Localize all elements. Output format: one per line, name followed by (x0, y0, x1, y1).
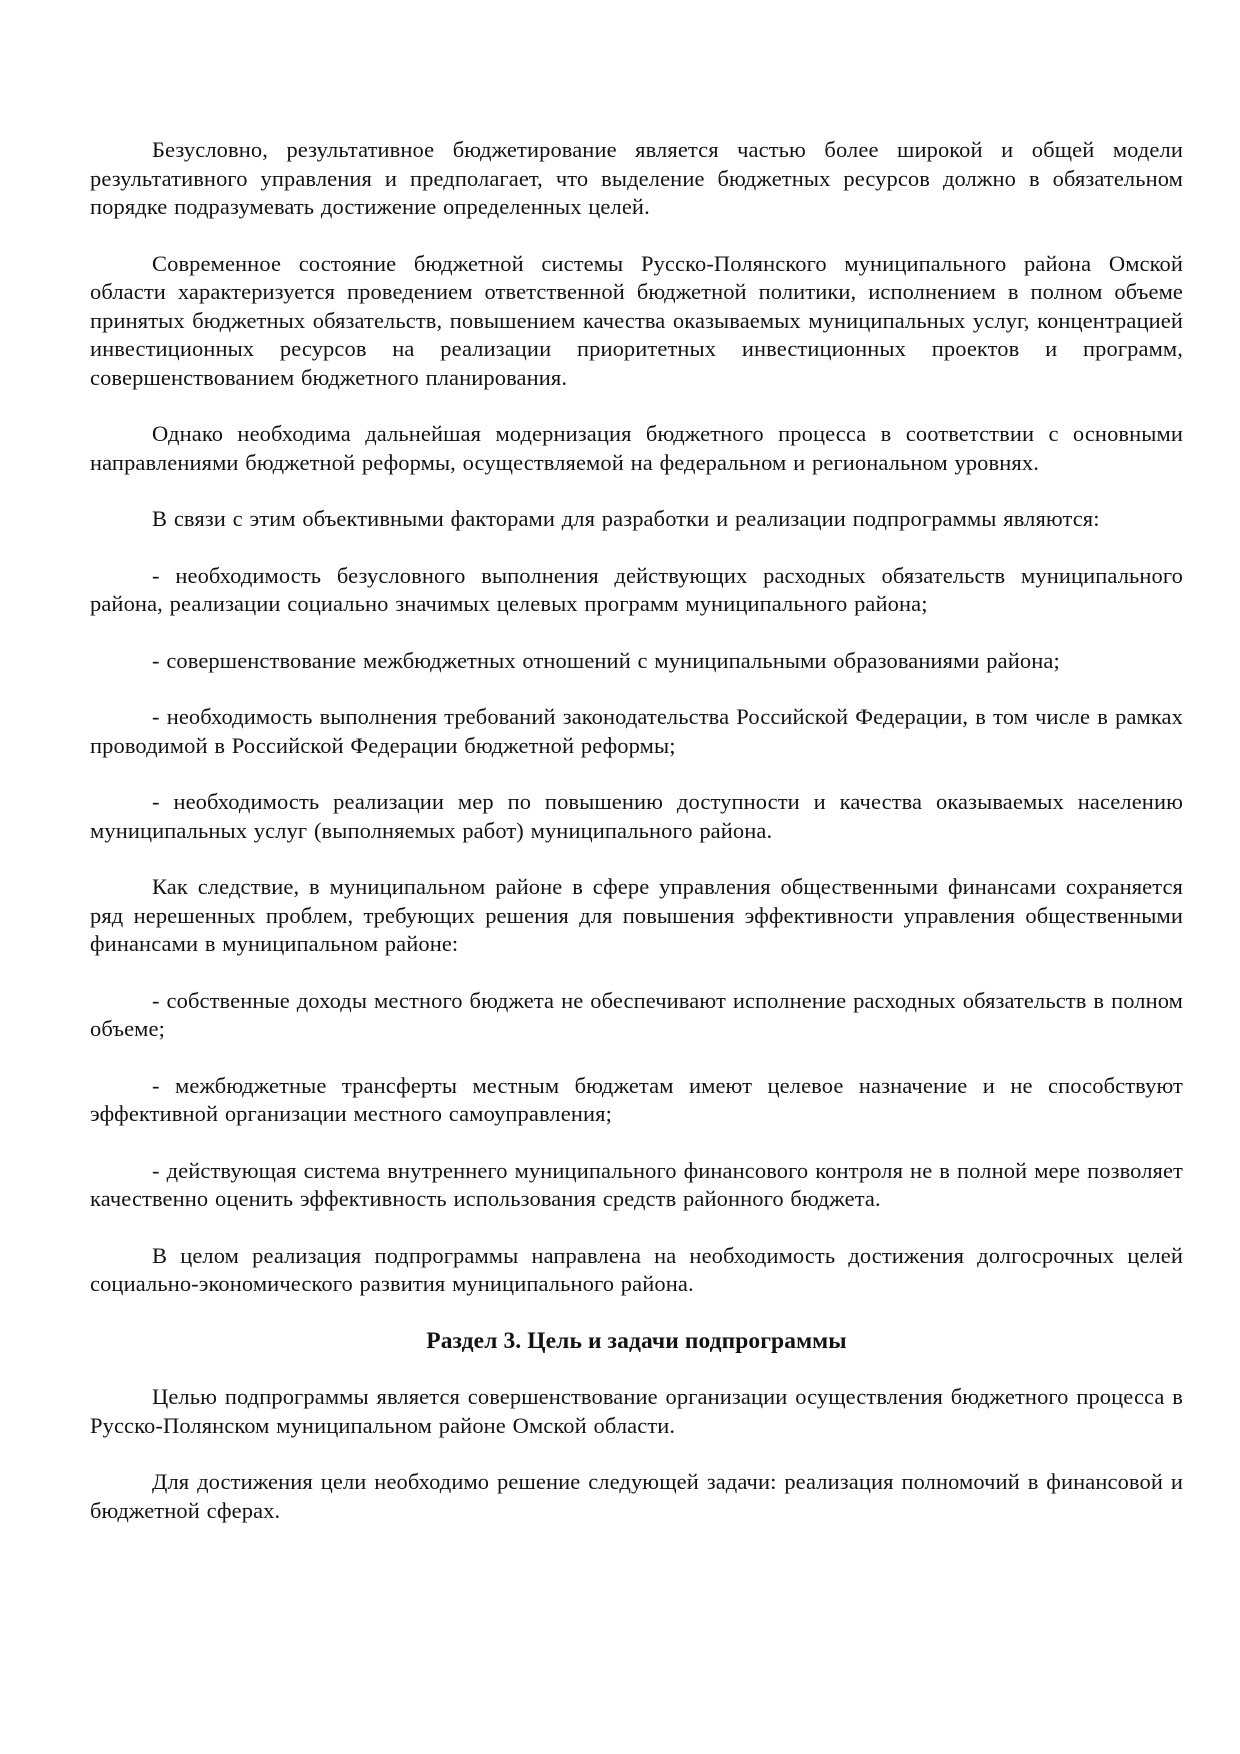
paragraph: - собственные доходы местного бюджета не обеспечивают исполнение расходных обязательств в полном объеме; (90, 987, 1183, 1041)
paragraph: - действующая система внутреннего муниципального финансового контроля не в полной мере позволяет качественно оценить эффективность использования средств районного бюджета. (90, 1157, 1183, 1211)
paragraph: Целью подпрограммы является совершенствование организации осуществления бюджетного процесса в Русско-Полянском муниципальном районе Омской области. (90, 1384, 1183, 1438)
paragraph: Современное состояние бюджетной системы Русско-Полянского муниципального района Омской области характеризуется проведением ответственной бюджетной политики, исполнением в полном объеме принятых бюджетных обязательств, повышением качества оказываемых муниципальных услуг, концентрацией инвестиционных ресурсов на реализации приоритетных инвестиционных проектов и программ, совершенствованием бюджетного планирования. (90, 250, 1183, 390)
paragraph: Для достижения цели необходимо решение следующей задачи: реализация полномочий в финансовой и бюджетной сферах. (90, 1469, 1183, 1523)
paragraph: В целом реализация подпрограммы направлена на необходимость достижения долгосрочных целей социально-экономического развития муниципального района. (90, 1242, 1183, 1296)
paragraph: - межбюджетные трансферты местным бюджетам имеют целевое назначение и не способствуют эффективной организации местного самоуправления; (90, 1072, 1183, 1126)
paragraph: - необходимость безусловного выполнения действующих расходных обязательств муниципального района, реализации социально значимых целевых программ муниципального района; (90, 562, 1183, 616)
paragraph: - совершенствование межбюджетных отношений с муниципальными образованиями района; (152, 647, 1060, 673)
paragraph: В связи с этим объективными факторами для разработки и реализации подпрограммы являются: (152, 506, 1100, 531)
section-heading: Раздел 3. Цель и задачи подпрограммы (426, 1327, 847, 1354)
paragraph: Как следствие, в муниципальном районе в сфере управления общественными финансами сохраняется ряд нерешенных проблем, требующих решения для повышения эффективности управления общественными финансами в муниципальном районе: (90, 874, 1183, 956)
paragraph: Однако необходима дальнейшая модернизация бюджетного процесса в соответствии с основными направлениями бюджетной реформы, осуществляемой на федеральном и региональном уровнях. (90, 421, 1183, 475)
paragraph: Безусловно, результативное бюджетирование является частью более широкой и общей модели результативного управления и предполагает, что выделение бюджетных ресурсов должно в обязательном порядке подразумевать достижение определенных целей. (90, 137, 1183, 219)
paragraph: - необходимость реализации мер по повышению доступности и качества оказываемых населению муниципальных услуг (выполняемых работ) муниципального района. (90, 789, 1183, 843)
paragraph: - необходимость выполнения требований законодательства Российской Федерации, в том числе в рамках проводимой в Российской Федерации бюджетной реформы; (90, 704, 1183, 758)
document-body (90, 136, 1183, 1553)
